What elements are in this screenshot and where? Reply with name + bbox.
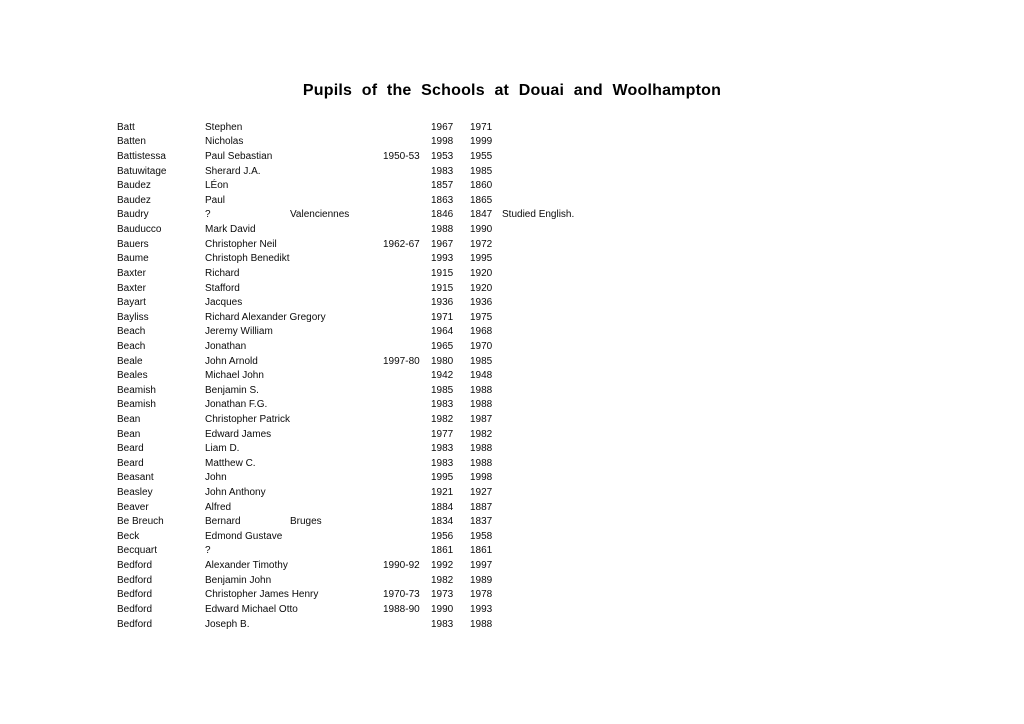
cell-given-names: Benjamin John bbox=[205, 574, 272, 586]
cell-surname: Baudry bbox=[117, 209, 149, 221]
cell-year-to: 1995 bbox=[470, 253, 493, 265]
cell-given-names: Richard Alexander Gregory bbox=[205, 311, 326, 323]
cell-place: Valenciennes bbox=[290, 209, 350, 221]
cell-surname: Beale bbox=[117, 355, 143, 367]
cell-surname: Batten bbox=[117, 136, 146, 148]
cell-given-names: Matthew C. bbox=[205, 457, 256, 469]
cell-given-names: Jeremy William bbox=[205, 326, 273, 338]
cell-surname: Bedford bbox=[117, 560, 153, 572]
cell-given-names: Paul Sebastian bbox=[205, 151, 273, 163]
cell-given-names: Jonathan F.G. bbox=[205, 399, 268, 411]
cell-surname: Baudez bbox=[117, 194, 151, 206]
table-row bbox=[117, 325, 1007, 340]
cell-prep-years: 1962-67 bbox=[383, 238, 420, 250]
cell-year-from: 1915 bbox=[431, 282, 454, 294]
cell-surname: Bedford bbox=[117, 603, 153, 615]
table-row bbox=[117, 251, 1007, 266]
cell-year-from: 1956 bbox=[431, 530, 454, 542]
cell-given-names: Edward Michael Otto bbox=[205, 603, 298, 615]
cell-year-from: 1982 bbox=[431, 574, 454, 586]
table-row bbox=[117, 544, 1007, 559]
cell-year-from: 1983 bbox=[431, 165, 454, 177]
cell-year-from: 1995 bbox=[431, 472, 454, 484]
pupils-table-body bbox=[117, 120, 1007, 631]
cell-surname: Becquart bbox=[117, 545, 158, 557]
cell-given-names: Jacques bbox=[205, 297, 243, 309]
cell-given-names: Paul bbox=[205, 194, 226, 206]
cell-year-from: 1983 bbox=[431, 399, 454, 411]
cell-given-names: John Arnold bbox=[205, 355, 258, 367]
cell-given-names: Stephen bbox=[205, 121, 243, 133]
cell-surname: Bedford bbox=[117, 618, 153, 630]
cell-year-from: 1964 bbox=[431, 326, 454, 338]
cell-year-to: 1982 bbox=[470, 428, 493, 440]
cell-given-names: Bernard bbox=[205, 516, 241, 528]
table-row bbox=[117, 514, 1007, 529]
cell-surname: Baxter bbox=[117, 282, 146, 294]
cell-year-to: 1999 bbox=[470, 136, 493, 148]
table-row bbox=[117, 135, 1007, 150]
cell-year-to: 1985 bbox=[470, 355, 493, 367]
cell-prep-years: 1988-90 bbox=[383, 603, 420, 615]
cell-surname: Baxter bbox=[117, 267, 146, 279]
cell-year-to: 1988 bbox=[470, 384, 493, 396]
cell-surname: Bayart bbox=[117, 297, 146, 309]
cell-surname: Beach bbox=[117, 340, 146, 352]
cell-year-from: 1980 bbox=[431, 355, 454, 367]
cell-year-to: 1971 bbox=[470, 121, 493, 133]
cell-place: Bruges bbox=[290, 516, 322, 528]
table-row bbox=[117, 427, 1007, 442]
cell-surname: Beasley bbox=[117, 487, 153, 499]
table-row bbox=[117, 339, 1007, 354]
cell-surname: Beard bbox=[117, 443, 144, 455]
cell-year-to: 1936 bbox=[470, 297, 493, 309]
table-row bbox=[117, 500, 1007, 515]
cell-year-from: 1983 bbox=[431, 457, 454, 469]
table-row bbox=[117, 149, 1007, 164]
cell-surname: Beamish bbox=[117, 384, 156, 396]
cell-given-names: Jonathan bbox=[205, 340, 247, 352]
cell-given-names: Liam D. bbox=[205, 443, 240, 455]
cell-given-names: Richard bbox=[205, 267, 240, 279]
cell-year-from: 1857 bbox=[431, 180, 454, 192]
cell-year-from: 1973 bbox=[431, 589, 454, 601]
cell-year-from: 1992 bbox=[431, 560, 454, 572]
cell-year-from: 1998 bbox=[431, 136, 454, 148]
cell-surname: Be Breuch bbox=[117, 516, 164, 528]
table-row bbox=[117, 164, 1007, 179]
cell-year-from: 1983 bbox=[431, 443, 454, 455]
table-row bbox=[117, 456, 1007, 471]
cell-year-to: 1978 bbox=[470, 589, 493, 601]
table-row bbox=[117, 178, 1007, 193]
cell-year-from: 1993 bbox=[431, 253, 454, 265]
cell-given-names: John bbox=[205, 472, 227, 484]
cell-year-from: 1942 bbox=[431, 370, 454, 382]
cell-given-names: Stafford bbox=[205, 282, 240, 294]
cell-year-from: 1953 bbox=[431, 151, 454, 163]
table-row bbox=[117, 281, 1007, 296]
cell-year-to: 1927 bbox=[470, 487, 493, 499]
cell-year-to: 1920 bbox=[470, 282, 493, 294]
cell-year-to: 1837 bbox=[470, 516, 493, 528]
cell-year-to: 1989 bbox=[470, 574, 493, 586]
cell-surname: Beard bbox=[117, 457, 144, 469]
cell-year-to: 1993 bbox=[470, 603, 493, 615]
table-row bbox=[117, 398, 1007, 413]
cell-surname: Beaver bbox=[117, 501, 149, 513]
table-row bbox=[117, 193, 1007, 208]
cell-year-from: 1967 bbox=[431, 238, 454, 250]
table-row bbox=[117, 383, 1007, 398]
cell-surname: Beasant bbox=[117, 472, 154, 484]
cell-given-names: Christopher Patrick bbox=[205, 413, 291, 425]
cell-surname: Baume bbox=[117, 253, 149, 265]
cell-given-names: John Anthony bbox=[205, 487, 266, 499]
cell-year-from: 1846 bbox=[431, 209, 454, 221]
cell-year-to: 1847 bbox=[470, 209, 493, 221]
cell-given-names: Joseph B. bbox=[205, 618, 250, 630]
cell-year-to: 1865 bbox=[470, 194, 493, 206]
table-row bbox=[117, 529, 1007, 544]
cell-year-to: 1988 bbox=[470, 457, 493, 469]
cell-prep-years: 1950-53 bbox=[383, 151, 420, 163]
table-row bbox=[117, 573, 1007, 588]
cell-given-names: ? bbox=[205, 545, 211, 557]
cell-year-to: 1948 bbox=[470, 370, 493, 382]
cell-year-to: 1975 bbox=[470, 311, 493, 323]
cell-surname: Baudez bbox=[117, 180, 151, 192]
cell-year-from: 1863 bbox=[431, 194, 454, 206]
cell-given-names: Alfred bbox=[205, 501, 232, 513]
cell-surname: Batuwitage bbox=[117, 165, 167, 177]
cell-year-from: 1965 bbox=[431, 340, 454, 352]
cell-given-names: Mark David bbox=[205, 224, 256, 236]
cell-surname: Beck bbox=[117, 530, 140, 542]
cell-given-names: Sherard J.A. bbox=[205, 165, 261, 177]
cell-surname: Bean bbox=[117, 428, 141, 440]
table-row bbox=[117, 310, 1007, 325]
page-title: Pupils of the Schools at Douai and Woolhampton bbox=[302, 82, 722, 99]
table-row bbox=[117, 441, 1007, 456]
table-row bbox=[117, 602, 1007, 617]
cell-given-names: Benjamin S. bbox=[205, 384, 259, 396]
cell-year-from: 1977 bbox=[431, 428, 454, 440]
cell-year-from: 1967 bbox=[431, 121, 454, 133]
cell-year-from: 1985 bbox=[431, 384, 454, 396]
cell-given-names: Christopher Neil bbox=[205, 238, 277, 250]
cell-year-to: 1958 bbox=[470, 530, 493, 542]
cell-surname: Beales bbox=[117, 370, 148, 382]
cell-year-to: 1998 bbox=[470, 472, 493, 484]
table-row bbox=[117, 222, 1007, 237]
table-row bbox=[117, 368, 1007, 383]
cell-year-to: 1987 bbox=[470, 413, 493, 425]
cell-prep-years: 1970-73 bbox=[383, 589, 420, 601]
cell-given-names: Edward James bbox=[205, 428, 272, 440]
cell-given-names: Christoph Benedikt bbox=[205, 253, 290, 265]
cell-given-names: ? bbox=[205, 209, 211, 221]
cell-given-names: Michael John bbox=[205, 370, 264, 382]
table-row bbox=[117, 266, 1007, 281]
cell-year-from: 1921 bbox=[431, 487, 454, 499]
cell-surname: Bean bbox=[117, 413, 141, 425]
table-row bbox=[117, 558, 1007, 573]
cell-surname: Bedford bbox=[117, 589, 153, 601]
cell-year-to: 1968 bbox=[470, 326, 493, 338]
cell-year-from: 1861 bbox=[431, 545, 454, 557]
cell-year-from: 1936 bbox=[431, 297, 454, 309]
cell-given-names: LÉon bbox=[205, 180, 229, 192]
cell-year-from: 1988 bbox=[431, 224, 454, 236]
cell-surname: Bauers bbox=[117, 238, 149, 250]
cell-year-to: 1972 bbox=[470, 238, 493, 250]
cell-prep-years: 1997-80 bbox=[383, 355, 420, 367]
cell-year-from: 1834 bbox=[431, 516, 454, 528]
cell-prep-years: 1990-92 bbox=[383, 560, 420, 572]
cell-year-to: 1970 bbox=[470, 340, 493, 352]
cell-year-to: 1988 bbox=[470, 443, 493, 455]
table-row bbox=[117, 471, 1007, 486]
cell-given-names: Nicholas bbox=[205, 136, 244, 148]
cell-year-from: 1884 bbox=[431, 501, 454, 513]
cell-year-to: 1887 bbox=[470, 501, 493, 513]
table-row bbox=[117, 617, 1007, 632]
cell-year-to: 1920 bbox=[470, 267, 493, 279]
cell-given-names: Christopher James Henry bbox=[205, 589, 319, 601]
table-row bbox=[117, 208, 1007, 223]
cell-year-from: 1915 bbox=[431, 267, 454, 279]
cell-year-to: 1985 bbox=[470, 165, 493, 177]
cell-year-to: 1955 bbox=[470, 151, 493, 163]
cell-year-to: 1988 bbox=[470, 618, 493, 630]
cell-surname: Batt bbox=[117, 121, 135, 133]
cell-surname: Bedford bbox=[117, 574, 153, 586]
cell-surname: Battistessa bbox=[117, 151, 166, 163]
table-row bbox=[117, 295, 1007, 310]
table-row bbox=[117, 485, 1007, 500]
cell-year-to: 1861 bbox=[470, 545, 493, 557]
cell-surname: Beamish bbox=[117, 399, 156, 411]
cell-given-names: Edmond Gustave bbox=[205, 530, 283, 542]
cell-surname: Bayliss bbox=[117, 311, 149, 323]
cell-year-to: 1997 bbox=[470, 560, 493, 572]
cell-year-to: 1990 bbox=[470, 224, 493, 236]
table-row bbox=[117, 120, 1007, 135]
cell-year-from: 1983 bbox=[431, 618, 454, 630]
cell-year-to: 1860 bbox=[470, 180, 493, 192]
cell-surname: Bauducco bbox=[117, 224, 162, 236]
cell-year-from: 1982 bbox=[431, 413, 454, 425]
table-row bbox=[117, 237, 1007, 252]
table-row bbox=[117, 354, 1007, 369]
pupils-table bbox=[117, 120, 1007, 631]
cell-year-to: 1988 bbox=[470, 399, 493, 411]
table-row bbox=[117, 588, 1007, 603]
cell-year-from: 1971 bbox=[431, 311, 454, 323]
cell-given-names: Alexander Timothy bbox=[205, 560, 288, 572]
cell-surname: Beach bbox=[117, 326, 146, 338]
cell-year-from: 1990 bbox=[431, 603, 454, 615]
cell-note: Studied English. bbox=[502, 209, 575, 221]
table-row bbox=[117, 412, 1007, 427]
